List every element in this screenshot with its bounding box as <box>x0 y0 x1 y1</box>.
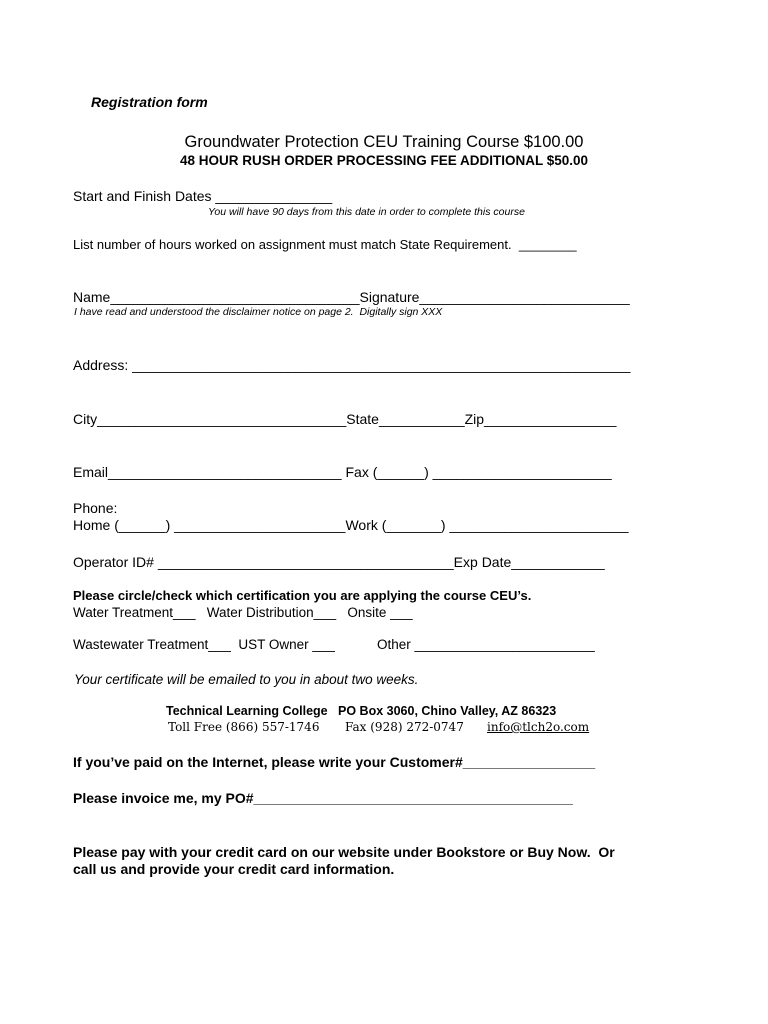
operator-id-field: Operator ID# ______________________________________Exp Date____________ <box>73 554 605 570</box>
college-address: Technical Learning College PO Box 3060, Chino Valley, AZ 86323 <box>166 704 557 718</box>
phone-field: Home (______) ______________________Work (_______) _______________________ <box>73 517 629 533</box>
payment-instructions-line2: call us and provide your credit card information. <box>73 861 395 877</box>
college-email-link[interactable]: info@tlch2o.com <box>487 720 590 734</box>
email-fax-field: Email______________________________ Fax (______) _______________________ <box>73 464 612 480</box>
hours-field: List number of hours worked on assignment must match State Requirement. ________ <box>73 237 577 252</box>
name-signature-field: Name________________________________Signature___________________________ <box>73 289 630 305</box>
invoice-po-field: Please invoice me, my PO#_________________________________________ <box>73 790 573 806</box>
phone-label: Phone: <box>73 500 118 516</box>
customer-number-field: If you’ve paid on the Internet, please write your Customer#_________________ <box>73 754 596 770</box>
disclaimer-note: I have read and understood the disclaimer notice on page 2. Digitally sign XXX <box>74 306 443 318</box>
city-state-zip-field: City________________________________State___________Zip_________________ <box>73 411 617 427</box>
certification-prompt: Please circle/check which certification you are applying the course CEU’s. <box>73 588 532 603</box>
payment-instructions-line1: Please pay with your credit card on our website under Bookstore or Buy Now. Or <box>73 844 615 860</box>
certification-other-option: Other ________________________ <box>377 637 595 652</box>
course-title: Groundwater Protection CEU Training Course $100.00 <box>184 133 584 151</box>
certificate-note: Your certificate will be emailed to you in about two weeks. <box>74 672 419 687</box>
dates-note: You will have 90 days from this date in order to complete this course <box>208 206 525 218</box>
college-toll-free: Toll Free (866) 557-1746 <box>168 720 320 734</box>
certification-options-row2: Wastewater Treatment___ UST Owner ___ <box>73 637 335 652</box>
rush-fee-heading: 48 HOUR RUSH ORDER PROCESSING FEE ADDITIONAL $50.00 <box>179 153 589 168</box>
certification-options-row1: Water Treatment___ Water Distribution___ Onsite ___ <box>73 605 413 620</box>
college-fax: Fax (928) 272-0747 <box>345 720 464 734</box>
address-field: Address: ________________________________________________________________ <box>73 357 631 373</box>
form-label: Registration form <box>91 94 208 110</box>
dates-field: Start and Finish Dates _______________ <box>73 188 333 204</box>
